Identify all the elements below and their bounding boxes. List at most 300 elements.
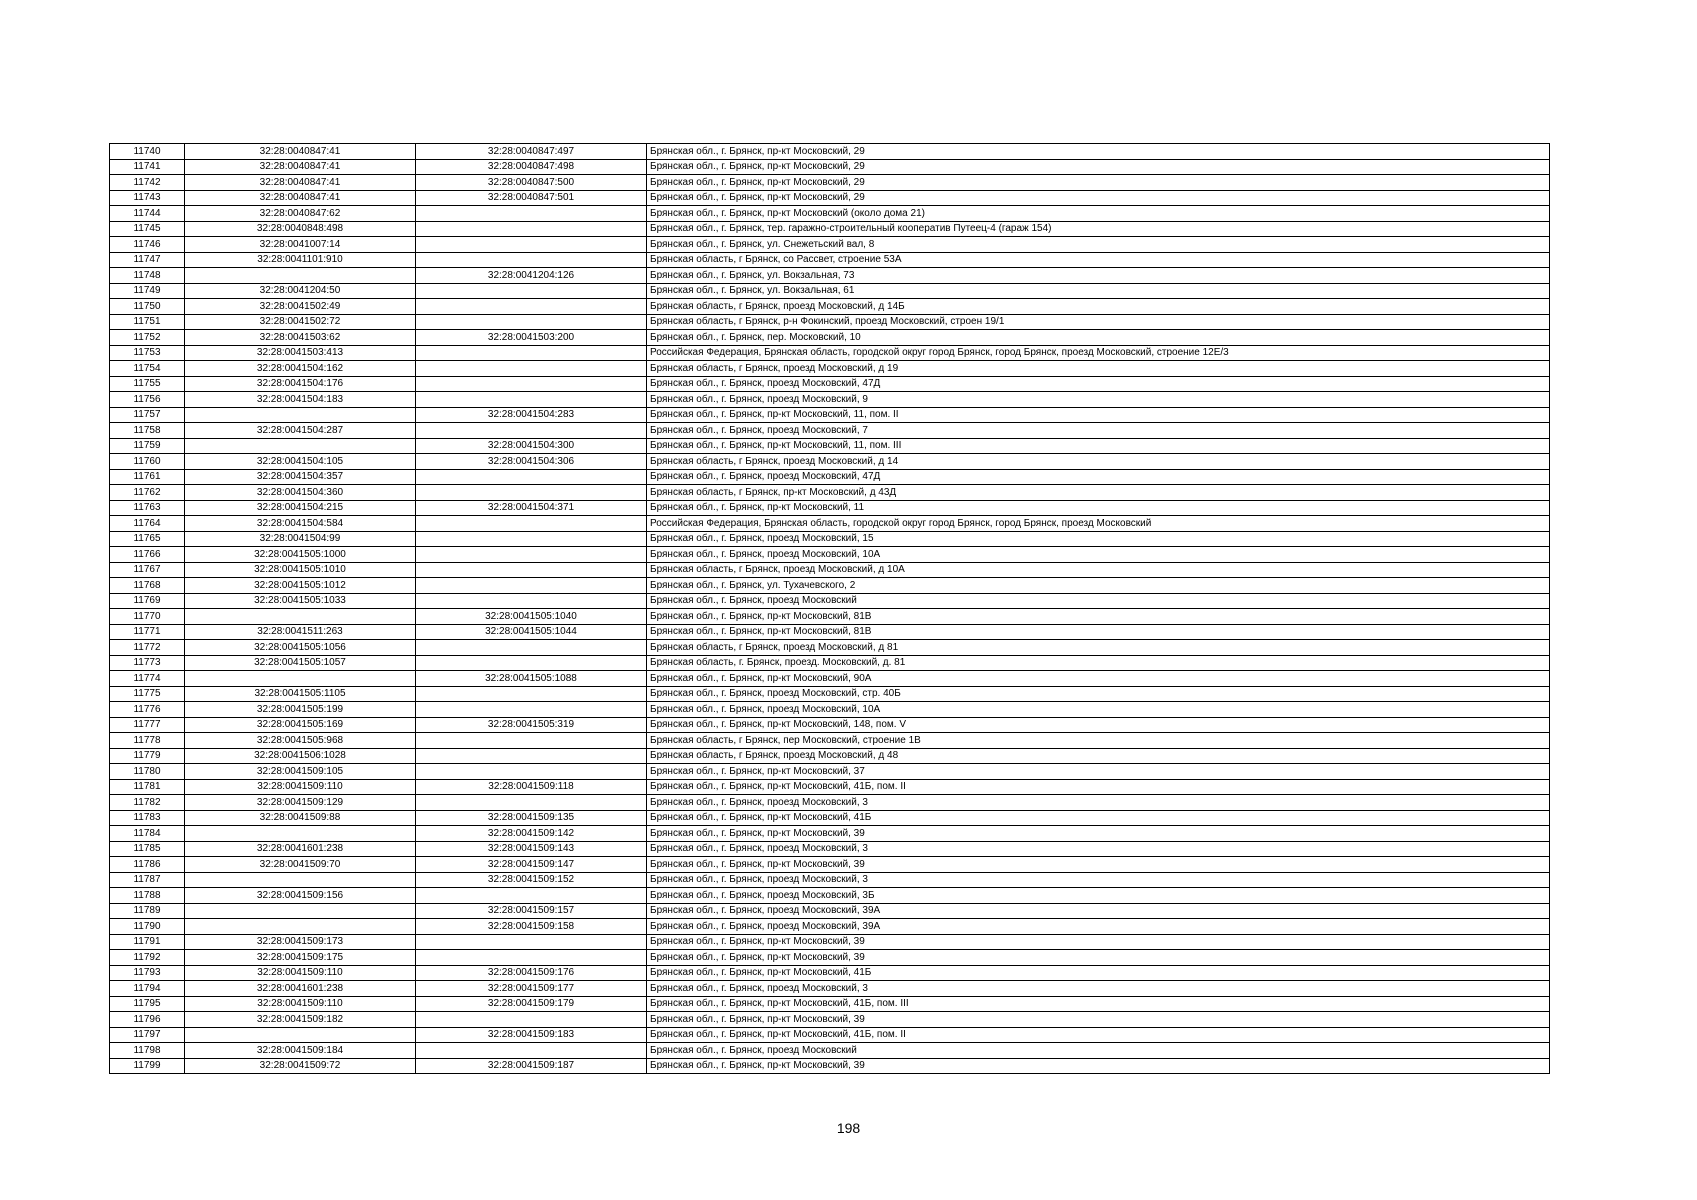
- row-number-cell: 11748: [110, 268, 185, 284]
- table-row: [110, 314, 1550, 330]
- row-number-cell: 11766: [110, 547, 185, 563]
- cadastral-number-cell: 32:28:0041509:110: [185, 996, 416, 1012]
- cadastral-number-cell: 32:28:0041509:70: [185, 857, 416, 873]
- row-number-cell: 11774: [110, 671, 185, 687]
- table-row: [110, 795, 1550, 811]
- object-cadastral-number-cell: 32:28:0041505:1040: [416, 609, 647, 625]
- cadastral-number-cell: 32:28:0041509:105: [185, 764, 416, 780]
- cadastral-number-cell: [185, 903, 416, 919]
- cadastral-number-cell: 32:28:0041505:1105: [185, 686, 416, 702]
- object-cadastral-number-cell: [416, 531, 647, 547]
- object-cadastral-number-cell: 32:28:0041509:147: [416, 857, 647, 873]
- address-cell: Брянская обл., г. Брянск, тер. гаражно-строительный кооператив Путеец-4 (гараж 154): [647, 221, 1550, 237]
- cadastral-number-cell: 32:28:0041509:182: [185, 1012, 416, 1028]
- address-cell: Брянская обл., г. Брянск, проезд Московский, 39А: [647, 919, 1550, 935]
- cadastral-number-cell: 32:28:0041505:1056: [185, 640, 416, 656]
- cadastral-number-cell: 32:28:0041509:72: [185, 1058, 416, 1074]
- row-number-cell: 11773: [110, 655, 185, 671]
- table-row: [110, 330, 1550, 346]
- row-number-cell: 11764: [110, 516, 185, 532]
- table-row: [110, 841, 1550, 857]
- cadastral-number-cell: [185, 268, 416, 284]
- object-cadastral-number-cell: [416, 686, 647, 702]
- object-cadastral-number-cell: 32:28:0040847:500: [416, 175, 647, 191]
- object-cadastral-number-cell: 32:28:0041504:283: [416, 407, 647, 423]
- object-cadastral-number-cell: [416, 299, 647, 315]
- object-cadastral-number-cell: 32:28:0041509:187: [416, 1058, 647, 1074]
- row-number-cell: 11756: [110, 392, 185, 408]
- row-number-cell: 11786: [110, 857, 185, 873]
- cadastral-number-cell: 32:28:0041504:584: [185, 516, 416, 532]
- table-row: [110, 934, 1550, 950]
- row-number-cell: 11779: [110, 748, 185, 764]
- cadastral-number-cell: 32:28:0041101:910: [185, 252, 416, 268]
- address-cell: Брянская обл., г. Брянск, пр-кт Московский, 29: [647, 144, 1550, 160]
- row-number-cell: 11791: [110, 934, 185, 950]
- object-cadastral-number-cell: 32:28:0041509:143: [416, 841, 647, 857]
- cadastral-number-cell: 32:28:0041505:968: [185, 733, 416, 749]
- object-cadastral-number-cell: 32:28:0041505:319: [416, 717, 647, 733]
- address-cell: Брянская обл., г. Брянск, ул. Вокзальная, 73: [647, 268, 1550, 284]
- table-row: [110, 686, 1550, 702]
- cadastral-number-cell: 32:28:0041505:1057: [185, 655, 416, 671]
- object-cadastral-number-cell: 32:28:0041509:157: [416, 903, 647, 919]
- object-cadastral-number-cell: [416, 950, 647, 966]
- address-cell: Брянская обл., г. Брянск, проезд Московский, 39А: [647, 903, 1550, 919]
- address-cell: Брянская обл., г. Брянск, пр-кт Московский, 39: [647, 934, 1550, 950]
- object-cadastral-number-cell: [416, 206, 647, 222]
- row-number-cell: 11778: [110, 733, 185, 749]
- cadastral-number-cell: 32:28:0041505:1010: [185, 562, 416, 578]
- table-row: [110, 1043, 1550, 1059]
- object-cadastral-number-cell: [416, 237, 647, 253]
- address-cell: Брянская обл., г. Брянск, проезд Московский: [647, 593, 1550, 609]
- cadastral-number-cell: [185, 671, 416, 687]
- table-row: [110, 655, 1550, 671]
- address-cell: Брянская обл., г. Брянск, проезд Московский, 9: [647, 392, 1550, 408]
- row-number-cell: 11755: [110, 376, 185, 392]
- object-cadastral-number-cell: 32:28:0040847:497: [416, 144, 647, 160]
- cadastral-number-cell: [185, 407, 416, 423]
- row-number-cell: 11761: [110, 469, 185, 485]
- table-row: [110, 562, 1550, 578]
- address-cell: Брянская обл., г. Брянск, проезд Московский, 47Д: [647, 469, 1550, 485]
- address-cell: Брянская обл., г. Брянск, пер. Московский, 10: [647, 330, 1550, 346]
- address-cell: Брянская обл., г. Брянск, пр-кт Московский, 29: [647, 175, 1550, 191]
- address-cell: Брянская обл., г. Брянск, проезд Московский, 7: [647, 423, 1550, 439]
- address-cell: Брянская обл., г. Брянск, пр-кт Московский, 39: [647, 826, 1550, 842]
- cadastral-number-cell: 32:28:0040847:41: [185, 159, 416, 175]
- cadastral-number-cell: 32:28:0041504:162: [185, 361, 416, 377]
- table-row: [110, 1027, 1550, 1043]
- object-cadastral-number-cell: 32:28:0041204:126: [416, 268, 647, 284]
- address-cell: Брянская область, г Брянск, проезд Московский, д 81: [647, 640, 1550, 656]
- table-row: [110, 454, 1550, 470]
- address-cell: Брянская обл., г. Брянск, пр-кт Московский, 39: [647, 1058, 1550, 1074]
- row-number-cell: 11762: [110, 485, 185, 501]
- object-cadastral-number-cell: 32:28:0041504:300: [416, 438, 647, 454]
- table-row: [110, 500, 1550, 516]
- cadastral-number-cell: 32:28:0041502:72: [185, 314, 416, 330]
- table-row: [110, 903, 1550, 919]
- object-cadastral-number-cell: [416, 485, 647, 501]
- table-row: [110, 702, 1550, 718]
- table-row: [110, 826, 1550, 842]
- row-number-cell: 11745: [110, 221, 185, 237]
- address-cell: Брянская обл., г. Брянск, пр-кт Московский, 148, пом. V: [647, 717, 1550, 733]
- table-row: [110, 547, 1550, 563]
- table-row: [110, 779, 1550, 795]
- cadastral-number-cell: 32:28:0041505:169: [185, 717, 416, 733]
- table-row: [110, 748, 1550, 764]
- cadastral-number-cell: [185, 609, 416, 625]
- address-cell: Брянская область, г Брянск, проезд Московский, д 14Б: [647, 299, 1550, 315]
- address-cell: Брянская область, г Брянск, проезд Московский, д 19: [647, 361, 1550, 377]
- object-cadastral-number-cell: 32:28:0041504:306: [416, 454, 647, 470]
- row-number-cell: 11789: [110, 903, 185, 919]
- table-row: [110, 872, 1550, 888]
- table-row: [110, 361, 1550, 377]
- row-number-cell: 11759: [110, 438, 185, 454]
- cadastral-number-cell: 32:28:0041504:183: [185, 392, 416, 408]
- cadastral-number-cell: 32:28:0041505:1000: [185, 547, 416, 563]
- object-cadastral-number-cell: 32:28:0041509:179: [416, 996, 647, 1012]
- cadastral-number-cell: 32:28:0041506:1028: [185, 748, 416, 764]
- cadastral-number-cell: 32:28:0040847:62: [185, 206, 416, 222]
- row-number-cell: 11788: [110, 888, 185, 904]
- table-row: [110, 609, 1550, 625]
- address-cell: Брянская обл., г. Брянск, проезд Московский, стр. 40Б: [647, 686, 1550, 702]
- object-cadastral-number-cell: [416, 795, 647, 811]
- registry-table-body: [110, 144, 1550, 1074]
- table-row: [110, 578, 1550, 594]
- address-cell: Брянская область, г. Брянск, проезд. Московский, д. 81: [647, 655, 1550, 671]
- row-number-cell: 11747: [110, 252, 185, 268]
- row-number-cell: 11744: [110, 206, 185, 222]
- cadastral-number-cell: 32:28:0041509:184: [185, 1043, 416, 1059]
- object-cadastral-number-cell: [416, 376, 647, 392]
- address-cell: Брянская обл., г. Брянск, ул. Вокзальная, 61: [647, 283, 1550, 299]
- address-cell: Брянская обл., г. Брянск, проезд Московский, 3: [647, 841, 1550, 857]
- row-number-cell: 11770: [110, 609, 185, 625]
- row-number-cell: 11746: [110, 237, 185, 253]
- row-number-cell: 11754: [110, 361, 185, 377]
- object-cadastral-number-cell: 32:28:0040847:498: [416, 159, 647, 175]
- object-cadastral-number-cell: [416, 469, 647, 485]
- table-row: [110, 733, 1550, 749]
- table-row: [110, 438, 1550, 454]
- table-row: [110, 950, 1550, 966]
- table-row: [110, 237, 1550, 253]
- table-row: [110, 965, 1550, 981]
- address-cell: Брянская обл., г. Брянск, ул. Тухачевского, 2: [647, 578, 1550, 594]
- address-cell: Брянская обл., г. Брянск, пр-кт Московский, 41Б, пом. III: [647, 996, 1550, 1012]
- table-row: [110, 810, 1550, 826]
- object-cadastral-number-cell: [416, 702, 647, 718]
- table-row: [110, 376, 1550, 392]
- cadastral-number-cell: [185, 872, 416, 888]
- object-cadastral-number-cell: 32:28:0041504:371: [416, 500, 647, 516]
- address-cell: Брянская область, г Брянск, проезд Московский, д 48: [647, 748, 1550, 764]
- table-row: [110, 1058, 1550, 1074]
- table-row: [110, 671, 1550, 687]
- object-cadastral-number-cell: 32:28:0041509:183: [416, 1027, 647, 1043]
- table-row: [110, 764, 1550, 780]
- cadastral-number-cell: 32:28:0041503:62: [185, 330, 416, 346]
- table-row: [110, 624, 1550, 640]
- row-number-cell: 11740: [110, 144, 185, 160]
- table-row: [110, 144, 1550, 160]
- address-cell: Брянская обл., г. Брянск, пр-кт Московский, 90А: [647, 671, 1550, 687]
- cadastral-number-cell: 32:28:0041509:88: [185, 810, 416, 826]
- row-number-cell: 11787: [110, 872, 185, 888]
- object-cadastral-number-cell: 32:28:0041509:176: [416, 965, 647, 981]
- row-number-cell: 11780: [110, 764, 185, 780]
- address-cell: Брянская обл., г. Брянск, пр-кт Московский, 41Б: [647, 965, 1550, 981]
- row-number-cell: 11799: [110, 1058, 185, 1074]
- registry-table: [109, 143, 1550, 1074]
- object-cadastral-number-cell: [416, 252, 647, 268]
- row-number-cell: 11776: [110, 702, 185, 718]
- object-cadastral-number-cell: 32:28:0040847:501: [416, 190, 647, 206]
- cadastral-number-cell: [185, 1027, 416, 1043]
- row-number-cell: 11783: [110, 810, 185, 826]
- row-number-cell: 11765: [110, 531, 185, 547]
- row-number-cell: 11792: [110, 950, 185, 966]
- cadastral-number-cell: 32:28:0041601:238: [185, 981, 416, 997]
- table-row: [110, 299, 1550, 315]
- cadastral-number-cell: 32:28:0041601:238: [185, 841, 416, 857]
- table-row: [110, 345, 1550, 361]
- address-cell: Брянская область, г Брянск, пр-кт Московский, д 43Д: [647, 485, 1550, 501]
- cadastral-number-cell: 32:28:0040847:41: [185, 175, 416, 191]
- address-cell: Брянская обл., г. Брянск, проезд Московский, 3: [647, 872, 1550, 888]
- page-number: 198: [836, 1120, 861, 1136]
- object-cadastral-number-cell: [416, 516, 647, 532]
- address-cell: Брянская обл., г. Брянск, пр-кт Московский, 37: [647, 764, 1550, 780]
- object-cadastral-number-cell: [416, 733, 647, 749]
- object-cadastral-number-cell: [416, 361, 647, 377]
- cadastral-number-cell: 32:28:0041509:175: [185, 950, 416, 966]
- address-cell: Брянская область, г Брянск, проезд Московский, д 14: [647, 454, 1550, 470]
- object-cadastral-number-cell: 32:28:0041509:118: [416, 779, 647, 795]
- cadastral-number-cell: 32:28:0041502:49: [185, 299, 416, 315]
- address-cell: Российская Федерация, Брянская область, городской округ город Брянск, город Брянск, проезд Московский: [647, 516, 1550, 532]
- address-cell: Брянская обл., г. Брянск, проезд Московский, 3: [647, 981, 1550, 997]
- table-row: [110, 516, 1550, 532]
- address-cell: Брянская область, г Брянск, р-н Фокинский, проезд Московский, строен 19/1: [647, 314, 1550, 330]
- cadastral-number-cell: 32:28:0041511:263: [185, 624, 416, 640]
- row-number-cell: 11767: [110, 562, 185, 578]
- row-number-cell: 11751: [110, 314, 185, 330]
- table-row: [110, 252, 1550, 268]
- address-cell: Брянская обл., г. Брянск, пр-кт Московский, 81В: [647, 624, 1550, 640]
- address-cell: Брянская обл., г. Брянск, пр-кт Московский, 11, пом. III: [647, 438, 1550, 454]
- row-number-cell: 11757: [110, 407, 185, 423]
- table-row: [110, 485, 1550, 501]
- row-number-cell: 11742: [110, 175, 185, 191]
- object-cadastral-number-cell: [416, 593, 647, 609]
- object-cadastral-number-cell: 32:28:0041509:142: [416, 826, 647, 842]
- cadastral-number-cell: 32:28:0041509:110: [185, 965, 416, 981]
- row-number-cell: 11784: [110, 826, 185, 842]
- address-cell: Брянская обл., г. Брянск, проезд Московский: [647, 1043, 1550, 1059]
- row-number-cell: 11775: [110, 686, 185, 702]
- address-cell: Брянская обл., г. Брянск, проезд Московский, 3Б: [647, 888, 1550, 904]
- address-cell: Российская Федерация, Брянская область, городской округ город Брянск, город Брянск, проезд Московский, строение 12Е/3: [647, 345, 1550, 361]
- address-cell: Брянская обл., г. Брянск, пр-кт Московский, 11: [647, 500, 1550, 516]
- cadastral-number-cell: 32:28:0041504:105: [185, 454, 416, 470]
- cadastral-number-cell: [185, 826, 416, 842]
- object-cadastral-number-cell: [416, 655, 647, 671]
- object-cadastral-number-cell: [416, 423, 647, 439]
- cadastral-number-cell: 32:28:0041505:199: [185, 702, 416, 718]
- object-cadastral-number-cell: 32:28:0041505:1088: [416, 671, 647, 687]
- row-number-cell: 11790: [110, 919, 185, 935]
- row-number-cell: 11743: [110, 190, 185, 206]
- address-cell: Брянская обл., г. Брянск, пр-кт Московский, 39: [647, 950, 1550, 966]
- address-cell: Брянская обл., г. Брянск, пр-кт Московский (около дома 21): [647, 206, 1550, 222]
- table-row: [110, 392, 1550, 408]
- cadastral-number-cell: 32:28:0041204:50: [185, 283, 416, 299]
- object-cadastral-number-cell: 32:28:0041509:158: [416, 919, 647, 935]
- row-number-cell: 11768: [110, 578, 185, 594]
- row-number-cell: 11749: [110, 283, 185, 299]
- table-row: [110, 888, 1550, 904]
- object-cadastral-number-cell: [416, 764, 647, 780]
- cadastral-number-cell: [185, 438, 416, 454]
- address-cell: Брянская обл., г. Брянск, пр-кт Московский, 41Б, пом. II: [647, 1027, 1550, 1043]
- cadastral-number-cell: 32:28:0041505:1012: [185, 578, 416, 594]
- row-number-cell: 11753: [110, 345, 185, 361]
- cadastral-number-cell: 32:28:0041505:1033: [185, 593, 416, 609]
- address-cell: Брянская область, г Брянск, пер Московский, строение 1В: [647, 733, 1550, 749]
- table-row: [110, 981, 1550, 997]
- table-row: [110, 640, 1550, 656]
- object-cadastral-number-cell: [416, 392, 647, 408]
- cadastral-number-cell: 32:28:0041503:413: [185, 345, 416, 361]
- cadastral-number-cell: 32:28:0040848:498: [185, 221, 416, 237]
- address-cell: Брянская обл., г. Брянск, пр-кт Московский, 39: [647, 857, 1550, 873]
- address-cell: Брянская область, г Брянск, проезд Московский, д 10А: [647, 562, 1550, 578]
- row-number-cell: 11794: [110, 981, 185, 997]
- cadastral-number-cell: 32:28:0041509:173: [185, 934, 416, 950]
- address-cell: Брянская обл., г. Брянск, пр-кт Московский, 41Б, пом. II: [647, 779, 1550, 795]
- table-row: [110, 717, 1550, 733]
- table-row: [110, 857, 1550, 873]
- address-cell: Брянская обл., г. Брянск, пр-кт Московский, 11, пом. II: [647, 407, 1550, 423]
- object-cadastral-number-cell: 32:28:0041509:135: [416, 810, 647, 826]
- row-number-cell: 11752: [110, 330, 185, 346]
- object-cadastral-number-cell: [416, 934, 647, 950]
- row-number-cell: 11750: [110, 299, 185, 315]
- table-row: [110, 423, 1550, 439]
- cadastral-number-cell: 32:28:0041504:357: [185, 469, 416, 485]
- row-number-cell: 11777: [110, 717, 185, 733]
- object-cadastral-number-cell: 32:28:0041505:1044: [416, 624, 647, 640]
- row-number-cell: 11793: [110, 965, 185, 981]
- row-number-cell: 11760: [110, 454, 185, 470]
- table-row: [110, 407, 1550, 423]
- object-cadastral-number-cell: [416, 1012, 647, 1028]
- table-row: [110, 159, 1550, 175]
- row-number-cell: 11782: [110, 795, 185, 811]
- table-row: [110, 531, 1550, 547]
- cadastral-number-cell: 32:28:0041509:156: [185, 888, 416, 904]
- cadastral-number-cell: 32:28:0041504:360: [185, 485, 416, 501]
- cadastral-number-cell: 32:28:0040847:41: [185, 144, 416, 160]
- cadastral-number-cell: 32:28:0041509:110: [185, 779, 416, 795]
- object-cadastral-number-cell: 32:28:0041503:200: [416, 330, 647, 346]
- address-cell: Брянская обл., г. Брянск, пр-кт Московский, 29: [647, 190, 1550, 206]
- table-row: [110, 1012, 1550, 1028]
- address-cell: Брянская обл., г. Брянск, проезд Московский, 3: [647, 795, 1550, 811]
- table-row: [110, 268, 1550, 284]
- object-cadastral-number-cell: [416, 314, 647, 330]
- address-cell: Брянская обл., г. Брянск, ул. Снежетьский вал, 8: [647, 237, 1550, 253]
- address-cell: Брянская обл., г. Брянск, пр-кт Московский, 29: [647, 159, 1550, 175]
- row-number-cell: 11798: [110, 1043, 185, 1059]
- address-cell: Брянская обл., г. Брянск, проезд Московский, 10А: [647, 547, 1550, 563]
- object-cadastral-number-cell: [416, 748, 647, 764]
- table-row: [110, 469, 1550, 485]
- object-cadastral-number-cell: 32:28:0041509:152: [416, 872, 647, 888]
- row-number-cell: 11796: [110, 1012, 185, 1028]
- cadastral-number-cell: 32:28:0041007:14: [185, 237, 416, 253]
- cadastral-number-cell: [185, 919, 416, 935]
- cadastral-number-cell: 32:28:0041504:215: [185, 500, 416, 516]
- table-row: [110, 996, 1550, 1012]
- cadastral-number-cell: 32:28:0041504:99: [185, 531, 416, 547]
- cadastral-number-cell: 32:28:0041509:129: [185, 795, 416, 811]
- table-row: [110, 175, 1550, 191]
- object-cadastral-number-cell: [416, 888, 647, 904]
- object-cadastral-number-cell: [416, 345, 647, 361]
- table-row: [110, 206, 1550, 222]
- address-cell: Брянская обл., г. Брянск, пр-кт Московский, 81В: [647, 609, 1550, 625]
- row-number-cell: 11781: [110, 779, 185, 795]
- object-cadastral-number-cell: [416, 578, 647, 594]
- row-number-cell: 11772: [110, 640, 185, 656]
- address-cell: Брянская обл., г. Брянск, проезд Московский, 15: [647, 531, 1550, 547]
- table-row: [110, 919, 1550, 935]
- cadastral-number-cell: 32:28:0040847:41: [185, 190, 416, 206]
- row-number-cell: 11795: [110, 996, 185, 1012]
- table-row: [110, 593, 1550, 609]
- row-number-cell: 11797: [110, 1027, 185, 1043]
- row-number-cell: 11785: [110, 841, 185, 857]
- row-number-cell: 11741: [110, 159, 185, 175]
- object-cadastral-number-cell: [416, 221, 647, 237]
- row-number-cell: 11771: [110, 624, 185, 640]
- address-cell: Брянская область, г Брянск, со Рассвет, строение 53А: [647, 252, 1550, 268]
- table-row: [110, 221, 1550, 237]
- object-cadastral-number-cell: [416, 283, 647, 299]
- row-number-cell: 11758: [110, 423, 185, 439]
- object-cadastral-number-cell: [416, 562, 647, 578]
- table-row: [110, 283, 1550, 299]
- cadastral-number-cell: 32:28:0041504:176: [185, 376, 416, 392]
- cadastral-number-cell: 32:28:0041504:287: [185, 423, 416, 439]
- address-cell: Брянская обл., г. Брянск, пр-кт Московский, 41Б: [647, 810, 1550, 826]
- address-cell: Брянская обл., г. Брянск, пр-кт Московский, 39: [647, 1012, 1550, 1028]
- object-cadastral-number-cell: [416, 1043, 647, 1059]
- address-cell: Брянская обл., г. Брянск, проезд Московский, 47Д: [647, 376, 1550, 392]
- table-row: [110, 190, 1550, 206]
- object-cadastral-number-cell: [416, 547, 647, 563]
- object-cadastral-number-cell: 32:28:0041509:177: [416, 981, 647, 997]
- address-cell: Брянская обл., г. Брянск, проезд Московский, 10А: [647, 702, 1550, 718]
